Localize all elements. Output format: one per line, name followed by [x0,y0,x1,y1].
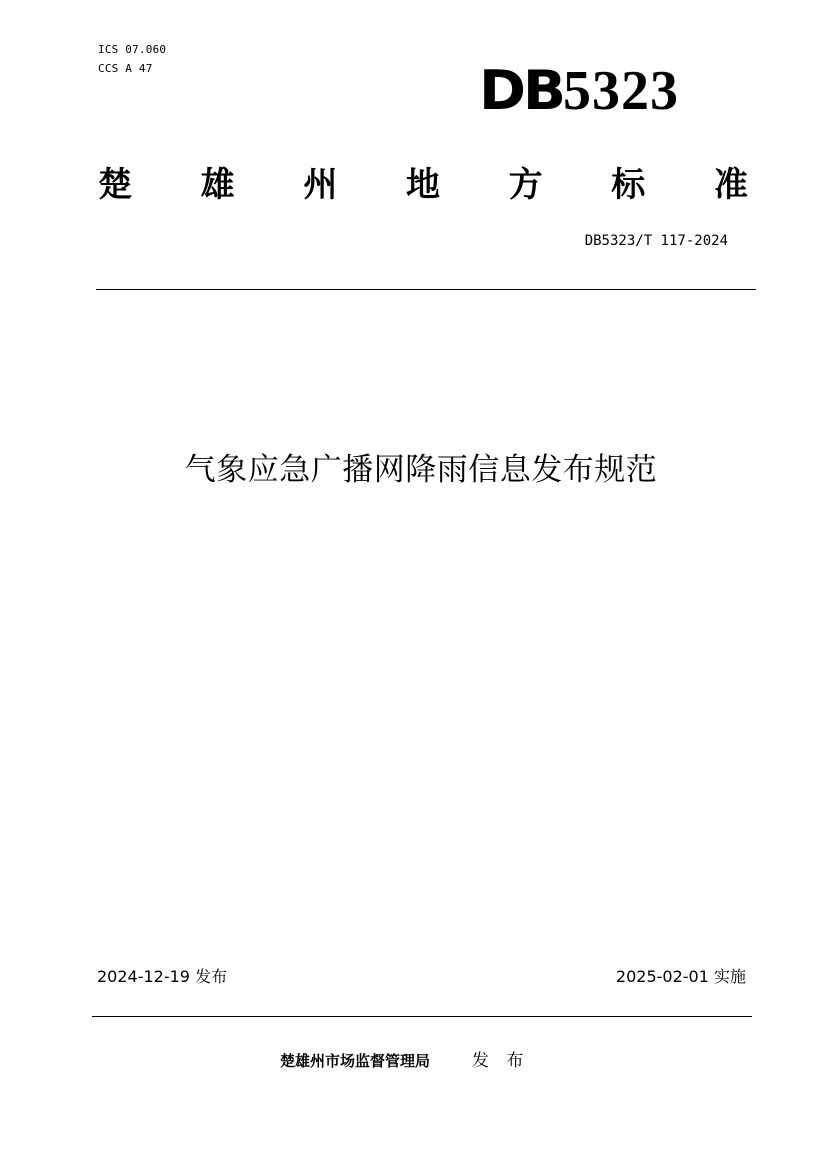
standard-type-heading [98,160,748,210]
standard-type-char: 地 [405,165,440,205]
issuer-action: 发 布 [472,1051,530,1071]
bottom-divider [92,1016,752,1017]
logo-prefix: DB [479,59,563,122]
standard-type-char: 标 [611,165,646,205]
logo-number: 5323 [562,60,679,122]
issue-date: 2024-12-19 发布 [97,967,228,986]
issuer-name: 楚雄州市场监督管理局 [280,1052,431,1070]
standard-type-char: 方 [508,165,543,205]
issuer-line [280,1049,529,1073]
ics-code: ICS 07.060 [98,43,167,56]
standard-type-char: 楚 [98,165,132,205]
document-title: 气象应急广播网降雨信息发布规范 [184,452,658,488]
standard-type-char: 州 [303,165,338,205]
standard-type-char: 准 [713,165,748,205]
standard-type-char: 雄 [200,165,235,205]
classification-codes [98,40,166,78]
standard-number: DB5323/T 117-2024 [584,233,728,249]
effective-date: 2025-02-01 实施 [615,967,746,986]
ccs-code: CCS A 47 [98,62,153,75]
db-logo [479,58,679,122]
top-divider [96,289,756,290]
